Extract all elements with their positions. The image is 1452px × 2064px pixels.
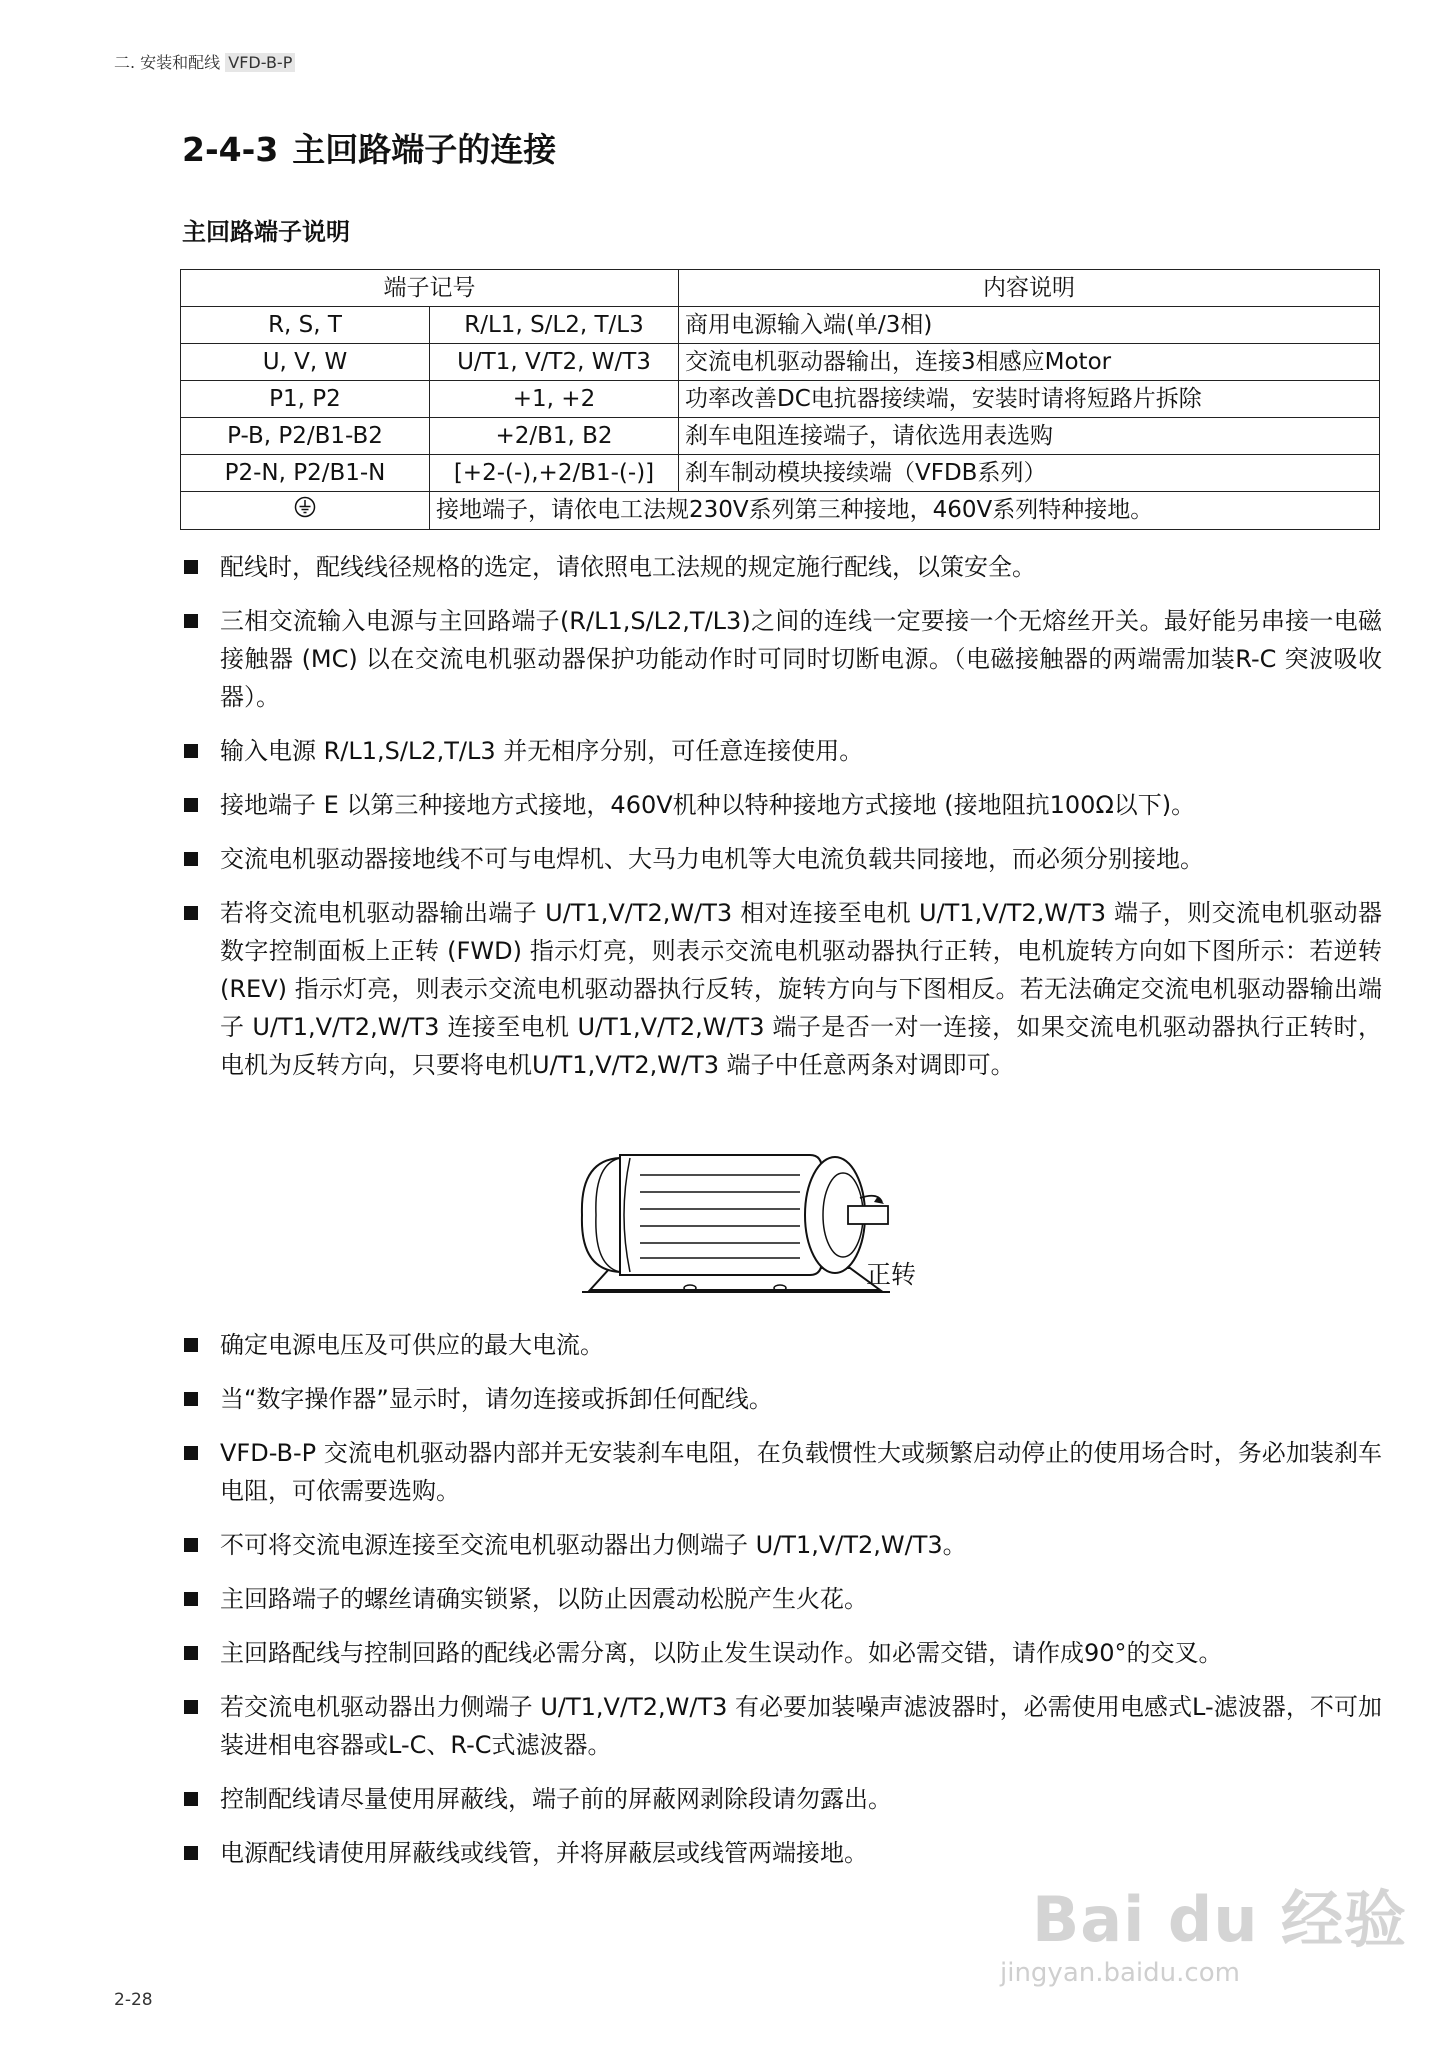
table-row	[181, 455, 1380, 492]
note-text: 配线时，配线线径规格的选定，请依照电工法规的规定施行配线，以策安全。	[220, 553, 1036, 581]
page-number: 2-28	[114, 1990, 153, 2010]
list-item	[182, 1634, 1382, 1672]
list-item	[182, 894, 1382, 1084]
table-row-ground	[181, 492, 1380, 530]
bullet-icon	[184, 614, 198, 628]
note-text: 主回路配线与控制回路的配线必需分离，以防止发生误动作。如必需交错，请作成90°的交叉。	[220, 1639, 1223, 1667]
table-cell: 功率改善DC电抗器接续端，安装时请将短路片拆除	[679, 381, 1380, 418]
note-text: 控制配线请尽量使用屏蔽线，端子前的屏蔽网剥除段请勿露出。	[220, 1785, 892, 1813]
table-row	[181, 381, 1380, 418]
rotation-label: 正转	[866, 1260, 917, 1289]
table-cell: U/T1, V/T2, W/T3	[430, 344, 679, 381]
table-cell: P1, P2	[181, 381, 430, 418]
note-text: 输入电源 R/L1,S/L2,T/L3 并无相序分别，可任意连接使用。	[220, 737, 864, 765]
table-header-desc: 内容说明	[679, 270, 1380, 307]
bullet-icon	[184, 1446, 198, 1460]
bullet-icon	[184, 1338, 198, 1352]
watermark-logo	[1032, 1870, 1407, 1959]
section-title-text: 主回路端子的连接	[292, 130, 557, 169]
section-title	[182, 124, 556, 171]
bullet-icon	[184, 744, 198, 758]
list-item	[182, 1380, 1382, 1418]
list-item	[182, 840, 1382, 878]
note-text: 主回路端子的螺丝请确实锁紧，以防止因震动松脱产生火花。	[220, 1585, 868, 1613]
model-label: VFD-B-P	[225, 53, 295, 72]
list-item	[182, 1526, 1382, 1564]
bullet-icon	[184, 1700, 198, 1714]
note-text: 三相交流输入电源与主回路端子(R/L1,S/L2,T/L3)之间的连线一定要接一个无熔丝开关。最好能另串接一电磁接触器 (MC) 以在交流电机驱动器保护功能动作时可同时切断电源。（电磁接触器的两端需加装R-C 突波吸收器）。	[220, 607, 1382, 711]
table-cell: [+2-(-),+2/B1-(-)]	[430, 455, 679, 492]
subsection-title: 主回路端子说明	[182, 218, 350, 246]
note-text: 接地端子 E 以第三种接地方式接地，460V机种以特种接地方式接地 (接地阻抗100Ω以下)。	[220, 791, 1196, 819]
table-cell: 商用电源输入端(单/3相)	[679, 307, 1380, 344]
list-item	[182, 1326, 1382, 1364]
notes-list-top	[182, 548, 1382, 1100]
watermark-brand: Bai du 经验	[1032, 1883, 1408, 1956]
list-item	[182, 786, 1382, 824]
list-item	[182, 1688, 1382, 1764]
bullet-icon	[184, 1392, 198, 1406]
chapter-label: 二. 安装和配线	[114, 53, 221, 72]
bullet-icon	[184, 1538, 198, 1552]
table-cell: 刹车制动模块接续端（VFDB系列）	[679, 455, 1380, 492]
table-cell: 交流电机驱动器输出，连接3相感应Motor	[679, 344, 1380, 381]
note-text: 不可将交流电源连接至交流电机驱动器出力侧端子 U/T1,V/T2,W/T3。	[220, 1531, 967, 1559]
table-cell: R, S, T	[181, 307, 430, 344]
note-text: 若将交流电机驱动器输出端子 U/T1,V/T2,W/T3 相对连接至电机 U/T1,V/T2,W/T3 端子，则交流电机驱动器数字控制面板上正转 (FWD) 指示灯亮，则表示交流电机驱动器执行正转，电机旋转方向如下图所示：若逆转 (REV) 指示灯亮，则表示交流电机驱动器执行反转，旋转方向与下图相反。若无法确定交流电机驱动器输出端子 U/T1,V/T2,W/T3 连接至电机 U/T1,V/T2,W/T3 端子是否一对一连接，如果交流电机驱动器执行正转时，电机为反转方向，只要将电机U/T1,V/T2,W/T3 端子中任意两条对调即可。	[220, 899, 1382, 1079]
list-item	[182, 1780, 1382, 1818]
table-cell: P-B, P2/B1-B2	[181, 418, 430, 455]
table-header-symbol: 端子记号	[181, 270, 679, 307]
table-row	[181, 418, 1380, 455]
ground-icon	[294, 493, 316, 529]
table-cell: R/L1, S/L2, T/L3	[430, 307, 679, 344]
table-row	[181, 307, 1380, 344]
terminal-table	[180, 269, 1380, 530]
watermark-url: jingyan.baidu.com	[1000, 1958, 1240, 1988]
note-text: VFD-B-P 交流电机驱动器内部并无安装刹车电阻，在负载惯性大或频繁启动停止的使用场合时，务必加装刹车电阻，可依需要选购。	[220, 1439, 1382, 1505]
note-text: 当“数字操作器”显示时，请勿连接或拆卸任何配线。	[220, 1385, 773, 1413]
table-header-row	[181, 270, 1380, 307]
bullet-icon	[184, 852, 198, 866]
table-cell: P2-N, P2/B1-N	[181, 455, 430, 492]
section-number: 2-4-3	[182, 130, 279, 169]
bullet-icon	[184, 906, 198, 920]
bullet-icon	[184, 1846, 198, 1860]
table-cell: 接地端子，请依电工法规230V系列第三种接地，460V系列特种接地。	[430, 492, 1380, 530]
list-item	[182, 1434, 1382, 1510]
table-row	[181, 344, 1380, 381]
note-text: 若交流电机驱动器出力侧端子 U/T1,V/T2,W/T3 有必要加装噪声滤波器时，必需使用电感式L-滤波器，不可加装进相电容器或L-C、R-C式滤波器。	[220, 1693, 1382, 1759]
ground-symbol-cell	[181, 492, 430, 530]
note-text: 交流电机驱动器接地线不可与电焊机、大马力电机等大电流负载共同接地，而必须分别接地。	[220, 845, 1204, 873]
table-cell: +2/B1, B2	[430, 418, 679, 455]
notes-list-bottom	[182, 1326, 1382, 1888]
table-cell: +1, +2	[430, 381, 679, 418]
note-text: 电源配线请使用屏蔽线或线管，并将屏蔽层或线管两端接地。	[220, 1839, 868, 1867]
table-cell: U, V, W	[181, 344, 430, 381]
note-text: 确定电源电压及可供应的最大电流。	[220, 1331, 604, 1359]
list-item	[182, 1580, 1382, 1618]
bullet-icon	[184, 1592, 198, 1606]
table-cell: 刹车电阻连接端子，请依选用表选购	[679, 418, 1380, 455]
list-item	[182, 732, 1382, 770]
list-item	[182, 602, 1382, 716]
bullet-icon	[184, 560, 198, 574]
bullet-icon	[184, 1792, 198, 1806]
bullet-icon	[184, 798, 198, 812]
bullet-icon	[184, 1646, 198, 1660]
list-item	[182, 548, 1382, 586]
list-item	[182, 1834, 1382, 1872]
page-header	[114, 50, 295, 73]
